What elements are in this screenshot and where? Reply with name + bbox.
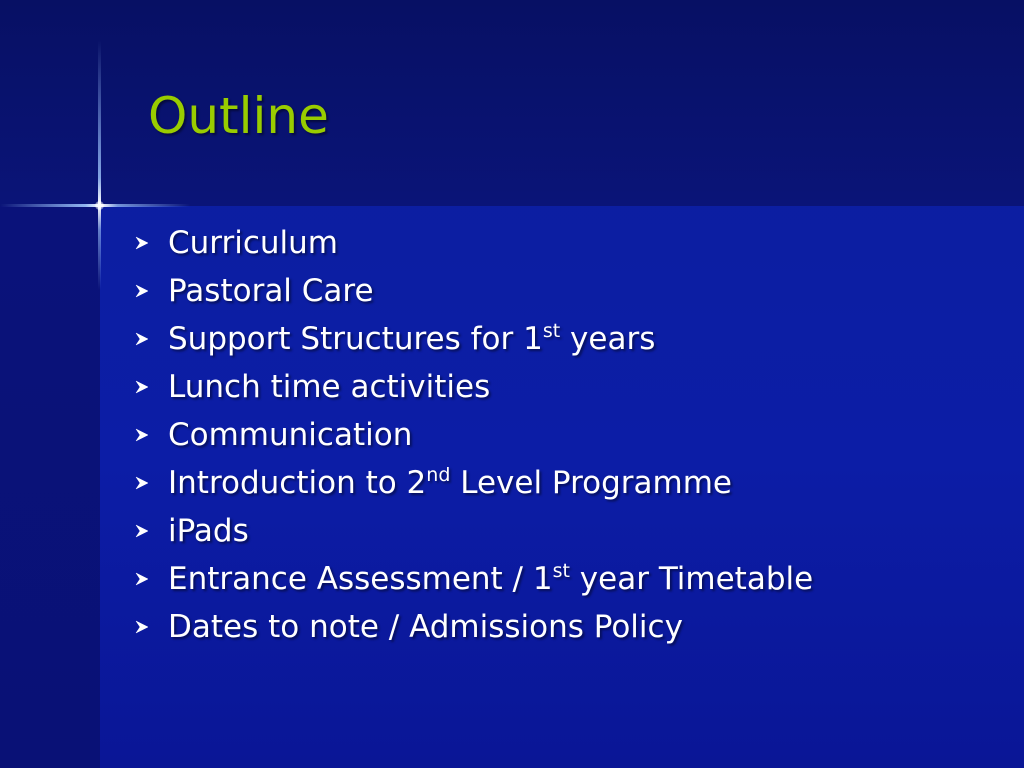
bullet-item [134,411,813,459]
bullet-text: Curriculum [168,225,339,261]
bullet-list [134,219,813,651]
bullet-item [134,459,813,507]
bullet-text: Communication [168,417,413,453]
bullet-item [134,267,813,315]
arrow-bullet-icon [134,379,168,395]
arrow-bullet-icon [134,619,168,635]
sparkle-icon [95,201,104,210]
bullet-text: Introduction to 2nd Level Programme [168,464,732,501]
bullet-text: Support Structures for 1st years [168,320,656,357]
side-band [0,206,100,768]
bullet-item [134,603,813,651]
bullet-item [134,363,813,411]
bullet-item [134,507,813,555]
arrow-bullet-icon [134,283,168,299]
arrow-bullet-icon [134,331,168,347]
arrow-bullet-icon [134,523,168,539]
bullet-text: Dates to note / Admissions Policy [168,609,683,645]
bullet-text: Entrance Assessment / 1st year Timetable [168,560,814,597]
arrow-bullet-icon [134,475,168,491]
bullet-item [134,219,813,267]
arrow-bullet-icon [134,427,168,443]
bullet-text: Lunch time activities [168,369,491,405]
bullet-item [134,555,813,603]
bullet-text: iPads [168,513,249,549]
bullet-text: Pastoral Care [168,273,374,309]
arrow-bullet-icon [134,571,168,587]
slide-title: Outline [148,87,329,145]
arrow-bullet-icon [134,235,168,251]
sparkle-vertical-decoration [98,40,101,290]
bullet-item [134,315,813,363]
